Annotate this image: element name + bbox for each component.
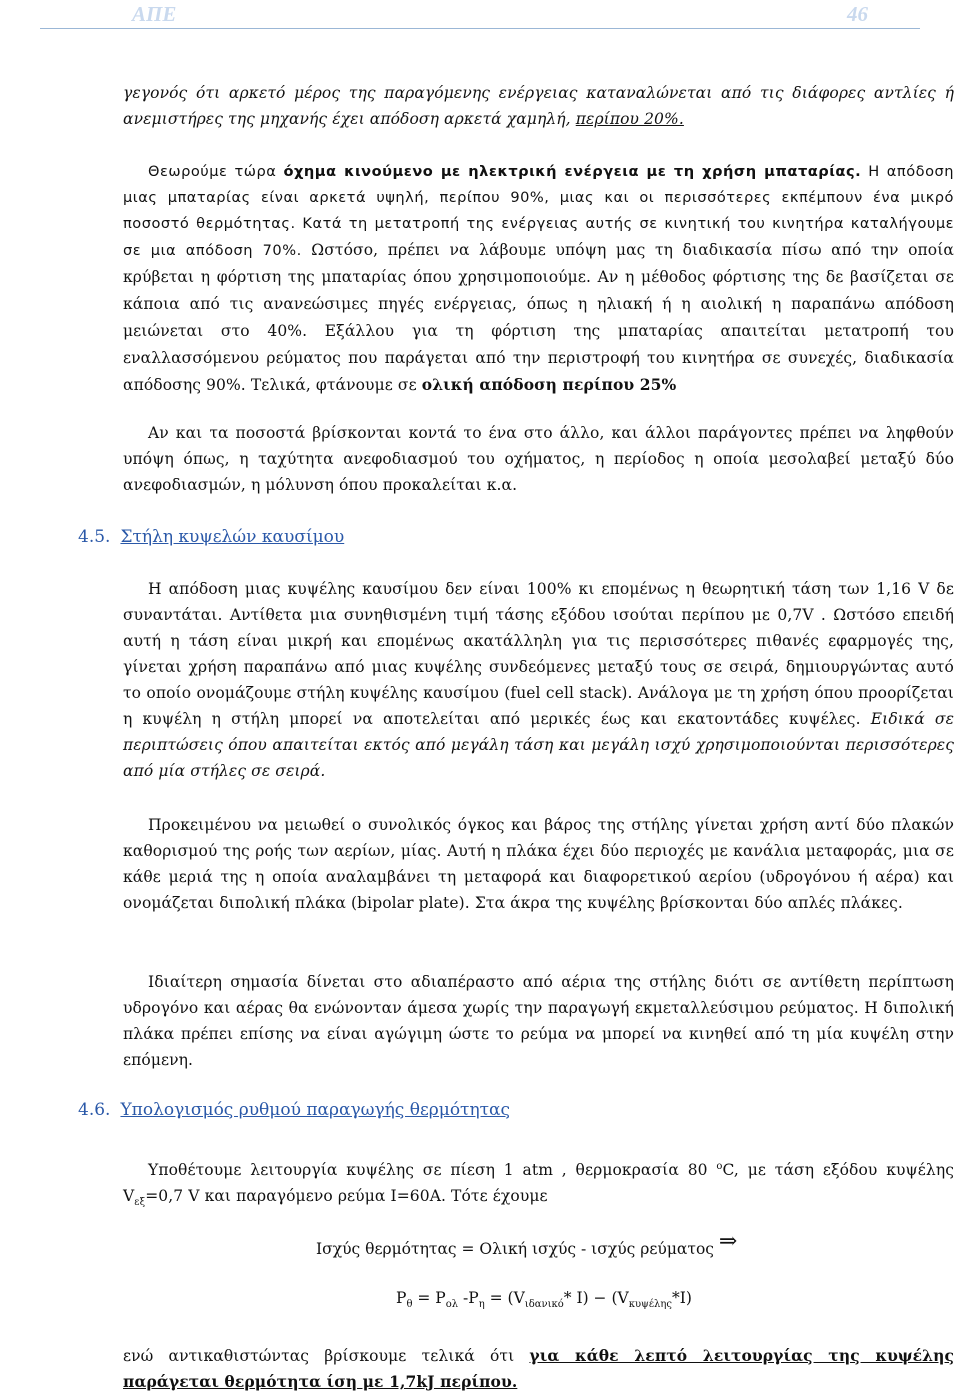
text-span: Αν και τα ποσοστά βρίσκονται κοντά το ένα στο άλλο, και άλλοι παράγοντες πρέπει να ληφθούν υπόψη όπως, η ταχύτητα ανεφοδιασμού του οχήματος, η περίοδος η οποία μεσολαβεί μεταξύ δύο ανεφοδιασμών, η μόλυνση όπου προκαλείται κ.α.: [123, 424, 954, 494]
equation-heat-power-symbols: [396, 1289, 692, 1310]
eq-subscript: ιδανικό: [524, 1299, 564, 1311]
paragraph-fuel-cell-stack: [123, 576, 954, 784]
text-span: Υποθέτουμε λειτουργία κυψέλης σε πίεση 1 atm , θερμοκρασία 80: [148, 1161, 717, 1180]
paragraph-assumptions: [123, 1154, 954, 1216]
eq-part: -P: [458, 1289, 479, 1307]
equation-text: Ισχύς θερμότητας = Ολική ισχύς - ισχύς ρεύματος: [316, 1240, 714, 1258]
text-span: Η απόδοση μιας μπαταρίας είναι αρκετά υψηλή, περίπου 90%, μιας και οι περισσότερες εκπέμπουν ένα μικρό ποσοστό θερμότητας. Κατά τη μετατροπή της ενέργειας αυτής σε κινητική του κινητήρα καταλήγουμε σε μια απόδοση 70%.: [123, 163, 954, 259]
header-title: ΑΠΕ: [132, 2, 177, 26]
section-number: 4.5.: [78, 527, 111, 547]
text-span-italic: Ειδικά σε περιπτώσεις όπου απαιτείται εκτός από μεγάλη τάση και μεγάλη ισχύ χρησιμοποιούνται περισσότερες από μία στήλες σε σειρά.: [123, 710, 954, 780]
eq-part: * I) − (V: [563, 1289, 629, 1307]
subscript: εξ: [134, 1197, 146, 1209]
implies-arrow-icon: ⇒: [718, 1229, 738, 1254]
text-span: ενώ αντικαθιστώντας βρίσκουμε τελικά ότι: [123, 1347, 530, 1365]
equation-heat-power-words: [316, 1229, 738, 1260]
eq-part: = (V: [484, 1289, 525, 1307]
text-span: Προκειμένου να μειωθεί ο συνολικός όγκος και βάρος της στήλης γίνεται χρήση αντί δύο πλακών καθορισμού της ροής των αερίων, μίας. Αυτή η πλάκα έχει δύο περιοχές με κανάλια μεταφοράς, μια σε κάθε μεριά της η οποία αναλαμβάνει τη μεταφορά και διαφορετικού αερίου (υδρογόνου ή αέρα) και ονομάζεται διπολική πλάκα (bipolar plate). Στα άκρα της κυψέλης βρίσκονται δύο απλές πλάκες.: [123, 816, 954, 912]
eq-part: P: [396, 1289, 407, 1307]
page-header: [40, 0, 920, 29]
text-span-bold-underlined: για κάθε λεπτό λειτουργίας της κυψέλης παράγεται θερμότητα ίση με 1,7kJ περίπου.: [123, 1346, 955, 1391]
text-span-underlined: περίπου 20%.: [575, 110, 684, 128]
paragraph-bipolar-plate: [123, 812, 954, 916]
eq-subscript: θ: [406, 1299, 413, 1311]
section-heading-4-5: [78, 527, 344, 547]
text-span: Θεωρούμε τώρα: [148, 163, 284, 180]
paragraph-impermeability: [123, 969, 954, 1073]
paragraph-efficiency-engine: [123, 80, 954, 132]
section-heading-4-6: [78, 1100, 510, 1120]
text-span: Η απόδοση μιας κυψέλης καυσίμου δεν είναι 100% κι επομένως η θεωρητική τάση των 1,16 V δε συναντάται. Αντίθετα μια συνηθισμένη τιμή τάσης εξόδου ισούται περίπου με 0,7V . Ωστόσο επειδή αυτή η τάση είναι μικρή και επομένως ακατάλληλη για τις περισσότερες πιθανές εφαρμογές της, γίνεται χρήση παραπάνω από μιας κυψέλης συνδεόμενες μεταξύ τους σε σειρά, δημιουργώντας αυτό το οποίο ονομάζουμε στήλη κυψέλης καυσίμου (fuel cell stack). Ανάλογα με τη χρήση όπου προορίζεται η κυψέλη η στήλη μπορεί να αποτελείται από μερικές έως και εκατοντάδες κυψέλες.: [123, 580, 954, 728]
eq-subscript: ολ: [445, 1299, 459, 1311]
eq-part: = P: [412, 1289, 446, 1307]
eq-subscript: η: [478, 1299, 485, 1311]
section-number: 4.6.: [78, 1100, 111, 1120]
paragraph-battery-vehicle: [123, 159, 954, 399]
eq-part: *I): [671, 1289, 692, 1307]
section-title: Στήλη κυψελών καυσίμου: [120, 527, 345, 547]
section-title: Υπολογισμός ρυθμού παραγωγής θερμότητας: [120, 1100, 511, 1120]
eq-subscript: κυψέλης: [628, 1299, 672, 1311]
page-number: 46: [847, 2, 868, 26]
text-span: γεγονός ότι αρκετό μέρος της παραγόμενης ενέργειας καταναλώνεται από τις διάφορες αντλίες ή ανεμιστήρες της μηχανής έχει απόδοση αρκετά χαμηλή,: [123, 84, 954, 128]
text-span-bold: όχημα κινούμενο με ηλεκτρική ενέργεια με τη χρήση μπαταρίας.: [283, 163, 862, 180]
paragraph-result: [123, 1343, 954, 1395]
text-span: =0,7 V και παραγόμενο ρεύμα I=60A. Τότε έχουμε: [145, 1187, 548, 1206]
paragraph-other-factors: [123, 420, 954, 498]
text-span: Ωστόσο, πρέπει να λάβουμε υπόψη μας τη διαδικασία πίσω από την οποία κρύβεται η φόρτιση της μπαταρίας όπου χρησιμοποιούμε. Αν η μέθοδος φόρτισης της δε βασίζεται σε κάποια από τις ανανεώσιμες πηγές ενέργειας, όπως η ηλιακή ή η αιολική η παραπάνω απόδοση μειώνεται στο 40%. Εξάλλου για τη φόρτιση της μπαταρίας απαιτείται μετατροπή του εναλλασσόμενου ρεύματος που παράγεται από την περιστροφή του κινητήρα σε συνεχές, διαδικασία απόδοσης 90%. Τελικά, φτάνουμε σε: [123, 241, 954, 394]
degree-superscript: ο: [716, 1161, 723, 1172]
text-span: C, με τάση εξόδου κυψέλης V: [123, 1161, 954, 1206]
text-span: Ιδιαίτερη σημασία δίνεται στο αδιαπέραστο από αέρια της στήλης διότι σε αντίθετη περίπτωση υδρογόνο και αέρας θα ενώνονταν άμεσα χωρίς την παραγωγή εκμεταλλεύσιμου ρεύματος. Η διπολική πλάκα πρέπει επίσης να είναι αγώγιμη ώστε το ρεύμα να μπορεί να κινηθεί από τη μία κυψέλη στην επόμενη.: [123, 973, 954, 1069]
text-span-bold: ολική απόδοση περίπου 25%: [421, 375, 677, 394]
